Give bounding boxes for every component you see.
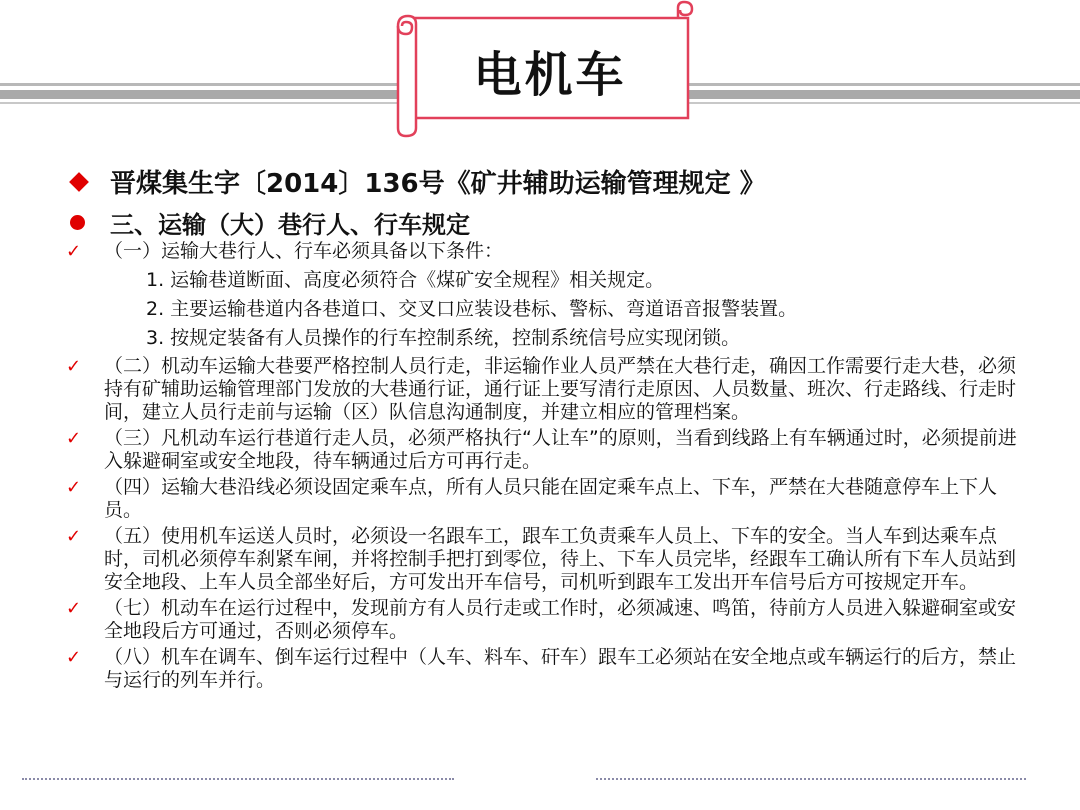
footer-dotted-rule-left — [22, 778, 454, 780]
regulation-heading — [62, 163, 766, 200]
check-icon: ✓ — [66, 647, 82, 668]
check-icon: ✓ — [66, 598, 82, 619]
check-icon: ✓ — [66, 241, 82, 262]
list-item — [62, 597, 1032, 643]
list-item — [62, 646, 1032, 692]
list-item-text: （八）机车在调车、倒车运行过程中（人车、料车、矸车）跟车工必须站在安全地点或车辆运行的后方，禁止与运行的列车并行。 — [104, 646, 1017, 691]
section-heading — [62, 205, 470, 240]
list-item — [62, 427, 1032, 473]
list-item — [62, 525, 1032, 594]
list-item-text: （三）凡机动车运行巷道行走人员，必须严格执行“人让车”的原则，当看到线路上有车辆通过时，必须提前进入躲避硐室或安全地段，待车辆通过后方可再行走。 — [104, 427, 1017, 472]
list-item-text: （四）运输大巷沿线必须设固定乘车点，所有人员只能在固定乘车点上、下车，严禁在大巷随意停车上下人员。 — [104, 476, 998, 521]
check-icon: ✓ — [66, 428, 82, 449]
title-scroll-banner — [392, 0, 698, 138]
regulation-heading-text: 晋煤集生字〔2014〕136号《矿井辅助运输管理规定 》 — [110, 169, 766, 199]
red-dot-icon — [70, 215, 85, 230]
sub-list — [62, 266, 1032, 353]
sub-item: 1. 运输巷道断面、高度必须符合《煤矿安全规程》相关规定。 — [146, 269, 665, 291]
list-item-text: （二）机动车运输大巷要严格控制人员行走，非运输作业人员严禁在大巷行走，确因工作需要行走大巷，必须持有矿辅助运输管理部门发放的大巷通行证，通行证上要写清行走原因、人员数量、班次、行走路线、行走时间，建立人员行走前与运输（区）队信息沟通制度，并建立相应的管理档案。 — [104, 355, 1017, 423]
red-diamond-icon — [69, 172, 89, 192]
rules-list — [62, 240, 1032, 695]
list-item — [62, 240, 1032, 263]
list-item — [62, 476, 1032, 522]
check-icon: ✓ — [66, 526, 82, 547]
check-icon: ✓ — [66, 356, 82, 377]
list-item-text: （五）使用机车运送人员时，必须设一名跟车工，跟车工负责乘车人员上、下车的安全。当人车到达乘车点时，司机必须停车刹紧车闸，并将控制手把打到零位，待上、下车人员完毕，经跟车工确认所有下车人员站到安全地段、上车人员全部坐好后，方可发出开车信号，司机听到跟车工发出开车信号后方可按规定开车。 — [104, 525, 1017, 593]
list-item-text: （一）运输大巷行人、行车必须具备以下条件： — [104, 240, 504, 262]
section-heading-text: 三、运输（大）巷行人、行车规定 — [110, 211, 470, 239]
page-title: 电机车 — [473, 47, 627, 103]
sub-item: 2. 主要运输巷道内各巷道口、交叉口应装设巷标、警标、弯道语音报警装置。 — [146, 298, 798, 320]
check-icon: ✓ — [66, 477, 82, 498]
list-item-text: （七）机动车在运行过程中，发现前方有人员行走或工作时，必须减速、鸣笛，待前方人员进入躲避硐室或安全地段后方可通过，否则必须停车。 — [104, 597, 1017, 642]
sub-item: 3. 按规定装备有人员操作的行车控制系统，控制系统信号应实现闭锁。 — [146, 327, 741, 349]
footer-dotted-rule-right — [596, 778, 1026, 780]
list-item — [62, 355, 1032, 424]
